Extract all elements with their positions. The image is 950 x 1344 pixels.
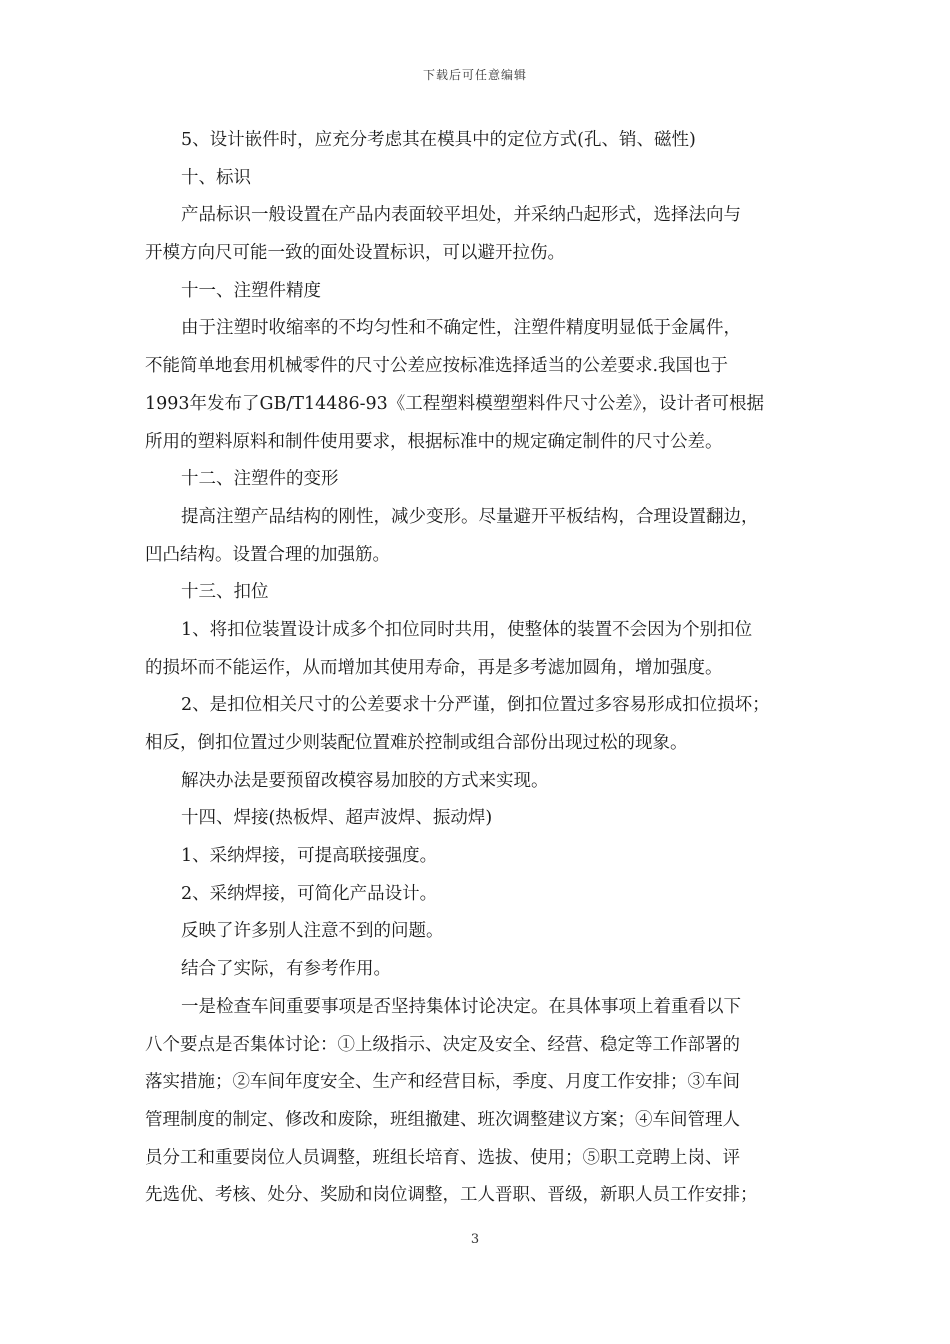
text-line: 2、是扣位相关尺寸的公差要求十分严谨，倒扣位置过多容易形成扣位损坏；: [181, 695, 770, 716]
document-body: [145, 122, 813, 1215]
text-line: 开模方向尺可能一致的面处设置标识，可以避开拉伤。: [145, 243, 565, 264]
text-line: 十三、扣位: [181, 582, 269, 603]
text-line: 管理制度的制定、修改和废除，班组撤建、班次调整建议方案；④车间管理人: [145, 1109, 740, 1130]
text-line: 5、设计嵌件时，应充分考虑其在模具中的定位方式(孔、销、磁性): [181, 130, 696, 150]
text-line: 由于注塑时收缩率的不均匀性和不确定性，注塑件精度明显低于金属件，: [181, 318, 741, 339]
text-line: 十、标识: [181, 167, 251, 188]
text-line: 1、将扣位装置设计成多个扣位同时共用，使整体的装置不会因为个别扣位: [181, 619, 753, 640]
text-line: 反映了许多别人注意不到的问题。: [181, 921, 444, 942]
text-line: 所用的塑料原料和制件使用要求，根据标准中的规定确定制件的尺寸公差。: [145, 431, 723, 452]
text-line: 1993年发布了GB/T14486-93《工程塑料模塑塑料件尺寸公差》，设计者可根据: [145, 393, 765, 414]
text-line: 的损坏而不能运作，从而增加其使用寿命，再是多考滤加圆角，增加强度。: [145, 657, 723, 678]
text-line: 一是检查车间重要事项是否坚持集体讨论决定。在具体事项上着重看以下: [181, 996, 741, 1017]
text-line: 落实措施；②车间年度安全、生产和经营目标，季度、月度工作安排；③车间: [145, 1072, 740, 1093]
text-line: 产品标识一般设置在产品内表面较平坦处，并采纳凸起形式，选择法向与: [181, 205, 741, 226]
text-line: 员分工和重要岗位人员调整，班组长培育、选拔、使用；⑤职工竞聘上岗、评: [145, 1147, 740, 1168]
text-line: 凹凸结构。设置合理的加强筋。: [145, 544, 390, 565]
text-line: 十一、注塑件精度: [181, 280, 321, 301]
text-line: 1、采纳焊接，可提高联接强度。: [181, 846, 438, 867]
text-line: 相反，倒扣位置过少则装配位置难於控制或组合部份出现过松的现象。: [145, 733, 688, 753]
text-line: 2、采纳焊接，可简化产品设计。: [181, 883, 438, 904]
text-line: 八个要点是否集体讨论：①上级指示、决定及安全、经营、稳定等工作部署的: [145, 1034, 740, 1055]
text-line: 提高注塑产品结构的刚性，减少变形。尽量避开平板结构，合理设置翻边，: [181, 506, 759, 527]
text-line: 不能简单地套用机械零件的尺寸公差应按标准选择适当的公差要求.我国也于: [145, 356, 729, 377]
text-line: 先选优、考核、处分、奖励和岗位调整，工人晋职、晋级，新职人员工作安排；: [145, 1185, 758, 1206]
text-line: 十二、注塑件的变形: [181, 469, 339, 490]
text-line: 十四、焊接(热板焊、超声波焊、振动焊): [181, 808, 493, 829]
text-line: 解决办法是要预留改模容易加胶的方式来实现。: [181, 770, 549, 791]
page-number: 3: [470, 1232, 480, 1247]
page-header: 下载后可任意编辑: [422, 68, 527, 82]
text-line: 结合了实际，有参考作用。: [181, 959, 391, 980]
